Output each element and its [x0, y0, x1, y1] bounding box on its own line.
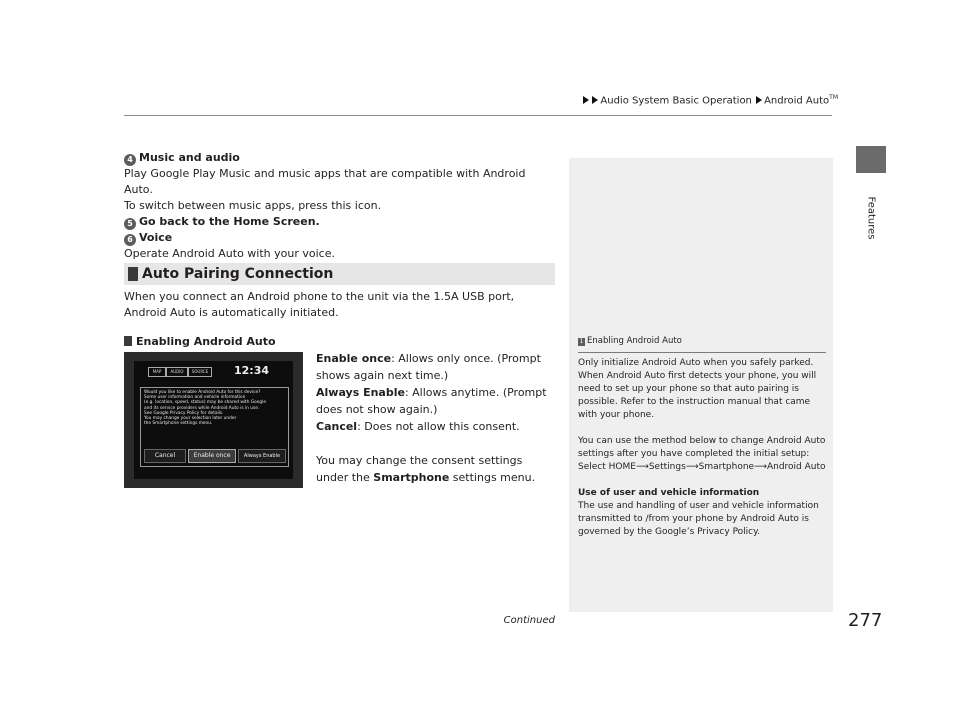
number-badge: 6	[124, 234, 136, 246]
note-subheading: Use of user and vehicle information	[578, 488, 760, 498]
arrow-right-icon: ⟶	[685, 462, 699, 472]
dialog-message: Would you like to enable Android Auto for this device? Some user information and vehicle information (e.g. location, speed, status) may be shared with Google and its service providers while Android Auto is in use. See Google Privacy Policy for details. You may change your selection later under the Smartphone settings menu.	[144, 390, 266, 427]
note-paragraph: Only initialize Android Auto when you safely parked. When Android Auto first detects your phone, you will need to set up your phone so that auto pairing is possible. Refer to the instruction manual that came with your phone.	[578, 358, 817, 420]
item-list	[124, 150, 549, 262]
option-item: Always Enable: Allows anytime. (Prompt does not show again.)	[316, 386, 547, 416]
note-paragraph: You can use the method below to change Android Auto settings after you have completed the initial setup:	[578, 436, 826, 459]
header-rule	[124, 115, 832, 116]
settings-path: Select HOME⟶Settings⟶Smartphone⟶Android Auto	[578, 462, 826, 472]
enable-once-button: Enable once	[188, 449, 236, 463]
consent-note: You may change the consent settings under the Smartphone settings menu.	[316, 454, 536, 484]
chapter-label	[856, 178, 886, 258]
arrow-right-icon: ⟶	[635, 462, 649, 472]
section-square-icon	[128, 267, 138, 281]
page-number: 277	[848, 610, 883, 631]
item-title: 4 Music and audio	[124, 150, 549, 166]
note-icon: 1	[579, 338, 584, 345]
item-desc: To switch between music apps, press this icon.	[124, 199, 382, 212]
breadcrumb	[0, 94, 838, 106]
arrow-right-icon: ⟶	[754, 462, 767, 472]
item-title: 6 Voice	[124, 230, 549, 246]
breadcrumb-topic: Android Auto	[764, 95, 830, 107]
section-intro: When you connect an Android phone to the unit via the 1.5A USB port, Android Auto is automatically initiated.	[124, 290, 515, 319]
option-list	[316, 350, 556, 486]
arrow-icon	[756, 96, 762, 104]
chapter-label-text: Features	[865, 196, 877, 240]
map-tab: MAP	[148, 367, 166, 377]
subsection-square-icon	[124, 336, 132, 346]
audio-tab: AUDIO	[166, 367, 188, 377]
section-title: Auto Pairing Connection	[142, 266, 334, 282]
continued-label: Continued	[503, 615, 555, 626]
option-item: Enable once: Allows only once. (Prompt shows again next time.)	[316, 352, 541, 382]
section-heading	[124, 263, 555, 285]
item-desc: Play Google Play Music and music apps that are compatible with Android Auto.	[124, 167, 526, 196]
subsection-heading: Enabling Android Auto	[124, 335, 276, 348]
trademark-mark: TM	[829, 94, 838, 101]
note-paragraph: The use and handling of user and vehicle information transmitted to /from your phone by Android Auto is governed by the Google’s Privacy Policy.	[578, 501, 819, 537]
source-tab: SOURCE	[188, 367, 212, 377]
page-indicator	[204, 468, 234, 472]
number-badge: 5	[124, 218, 136, 230]
arrow-icon	[592, 96, 598, 104]
head-unit-screen	[134, 361, 293, 479]
arrow-icon	[583, 96, 589, 104]
cancel-button: Cancel	[144, 449, 186, 463]
breadcrumb-section: Audio System Basic Operation	[600, 95, 752, 107]
screen-illustration	[124, 352, 303, 488]
always-enable-button: Always Enable	[238, 449, 286, 463]
note-title: 1 Enabling Android Auto	[579, 336, 682, 346]
note-rule	[578, 352, 826, 353]
item-desc: Operate Android Auto with your voice.	[124, 247, 335, 260]
option-item: Cancel: Does not allow this consent.	[316, 420, 520, 433]
chapter-tab	[856, 146, 886, 173]
number-badge: 4	[124, 154, 136, 166]
sidebar-note	[578, 335, 826, 539]
clock: 12:34	[234, 364, 270, 377]
item-title: 5 Go back to the Home Screen.	[124, 214, 549, 230]
